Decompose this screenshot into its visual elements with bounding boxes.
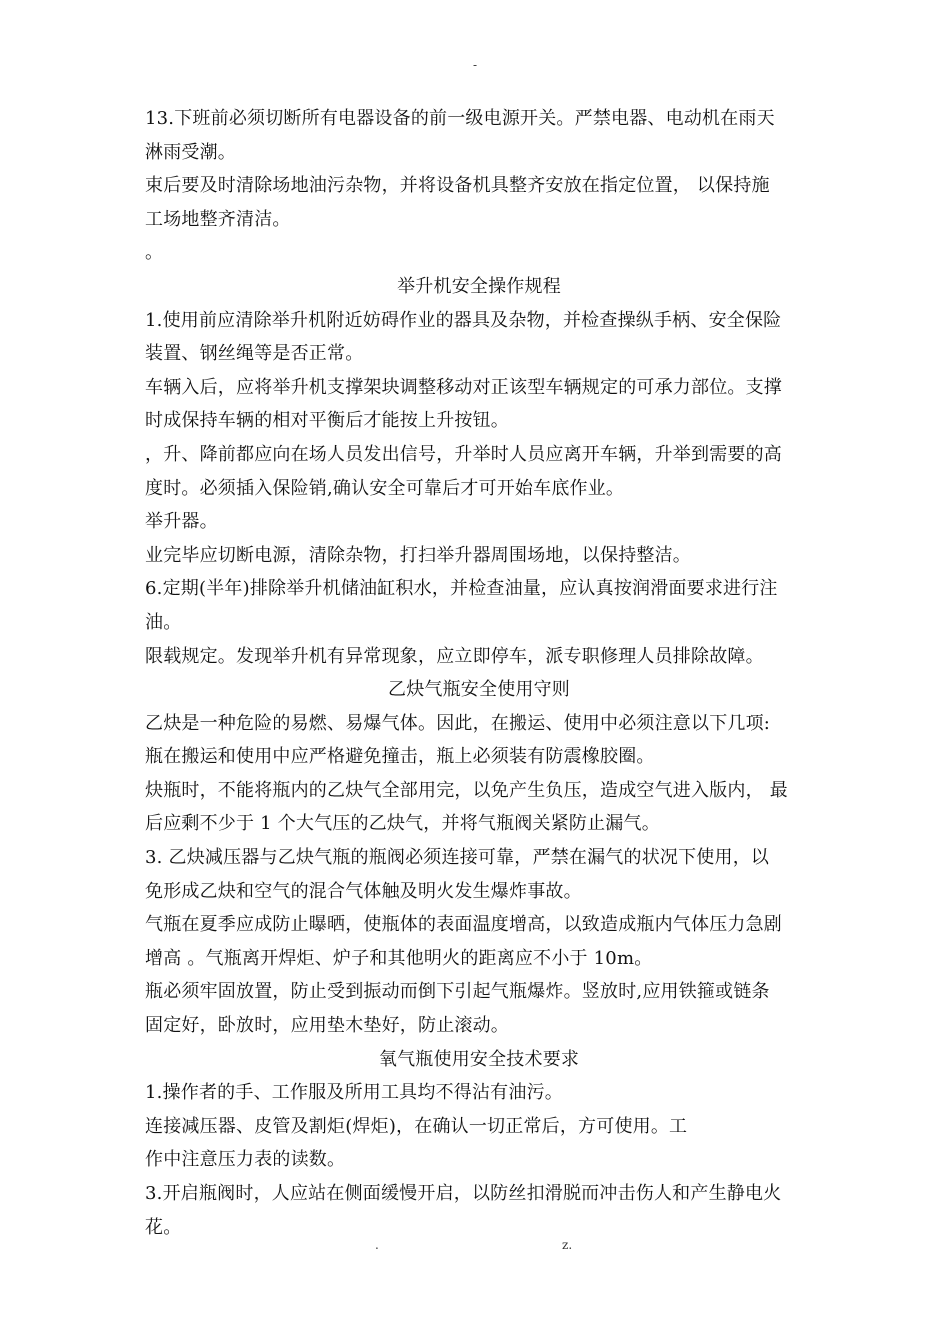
text-line: 。 <box>145 242 164 264</box>
text-line: ，升、降前都应向在场人员发出信号，升举时人员应离开车辆，升举到需要的高 <box>145 443 782 465</box>
text-line: 1.操作者的手、工作服及所用工具均不得沾有油污。 <box>145 1082 563 1104</box>
text-line: 3.开启瓶阀时，人应站在侧面缓慢开启，以防丝扣滑脱而冲击伤人和产生静电火 <box>145 1183 782 1204</box>
text-line: 时成保持车辆的相对平衡后才能按上升按钮。 <box>145 410 509 432</box>
text-line: 连接减压器、皮管及割炬(焊炬)，在确认一切正常后，方可使用。工 <box>145 1115 688 1137</box>
text-line: 3. 乙炔减压器与乙炔气瓶的瓶阀必须连接可靠，严禁在漏气的状况下使用，以 <box>145 847 770 869</box>
text-line: 1.使用前应清除举升机附近妨碍作业的器具及杂物，并检查操纵手柄、安全保险 <box>145 309 782 331</box>
text-line: 业完毕应切断电源，清除杂物，打扫举升器周围场地，以保持整洁。 <box>145 544 691 566</box>
footer-left-mark: . <box>375 1238 379 1252</box>
text-line: 后应剩不少于 1 个大气压的乙炔气，并将气瓶阀关紧防止漏气。 <box>145 813 660 835</box>
page-footer <box>0 1238 950 1258</box>
text-line: 气瓶在夏季应成防止曝晒，使瓶体的表面温度增高，以致造成瓶内气体压力急剧 <box>145 914 782 936</box>
text-line: 瓶必须牢固放置，防止受到振动而倒下引起气瓶爆炸。竖放时,应用铁箍或链条 <box>145 981 770 1003</box>
section-heading: 举升机安全操作规程 <box>397 275 561 297</box>
text-line: 瓶在搬运和使用中应严格避免撞击，瓶上必须装有防震橡胶圈。 <box>145 746 655 768</box>
text-line: 度时。必须插入保险销,确认安全可靠后才可开始车底作业。 <box>145 477 625 499</box>
text-line: 花。 <box>145 1216 182 1238</box>
text-line: 油。 <box>145 611 182 633</box>
text-line: 增高 。气瓶离开焊炬、炉子和其他明火的距离应不小于 10m。 <box>145 947 653 969</box>
text-line: 6.定期(半年)排除举升机储油缸积水，并检查油量，应认真按润滑面要求进行注 <box>145 578 778 600</box>
text-line: 作中注意压力表的读数。 <box>145 1149 346 1171</box>
footer-right-mark: z. <box>562 1238 573 1252</box>
section-heading: 氧气瓶使用安全技术要求 <box>378 1048 580 1070</box>
text-line: 炔瓶时，不能将瓶内的乙炔气全部用完，以免产生负压，造成空气进入版内， 最 <box>145 779 788 801</box>
text-line: 限载规定。发现举升机有异常现象，应立即停车，派专职修理人员排除故障。 <box>145 645 764 667</box>
page-header-mark: - <box>472 58 478 72</box>
text-line: 乙炔是一种危险的易燃、易爆气体。因此，在搬运、使用中必须注意以下几项: <box>145 712 771 734</box>
text-line: 工场地整齐清洁。 <box>145 208 291 230</box>
text-line: 束后要及时清除场地油污杂物，并将设备机具整齐安放在指定位置， 以保持施 <box>145 175 770 197</box>
document-body <box>145 102 813 1244</box>
text-line: 淋雨受潮。 <box>145 141 236 163</box>
text-line: 举升器。 <box>145 511 218 533</box>
text-line: 免形成乙炔和空气的混合气体触及明火发生爆炸事故。 <box>145 880 582 902</box>
text-line: 车辆入后，应将举升机支撑架块调整移动对正该型车辆规定的可承力部位。支撑 <box>145 376 782 398</box>
text-line: 13.下班前必须切断所有电器设备的前一级电源开关。严禁电器、电动机在雨天 <box>145 108 775 129</box>
text-line: 固定好，卧放时，应用垫木垫好，防止滚动。 <box>145 1015 509 1037</box>
text-line: 装置、钢丝绳等是否正常。 <box>145 343 364 365</box>
section-heading: 乙炔气瓶安全使用守则 <box>388 679 570 701</box>
